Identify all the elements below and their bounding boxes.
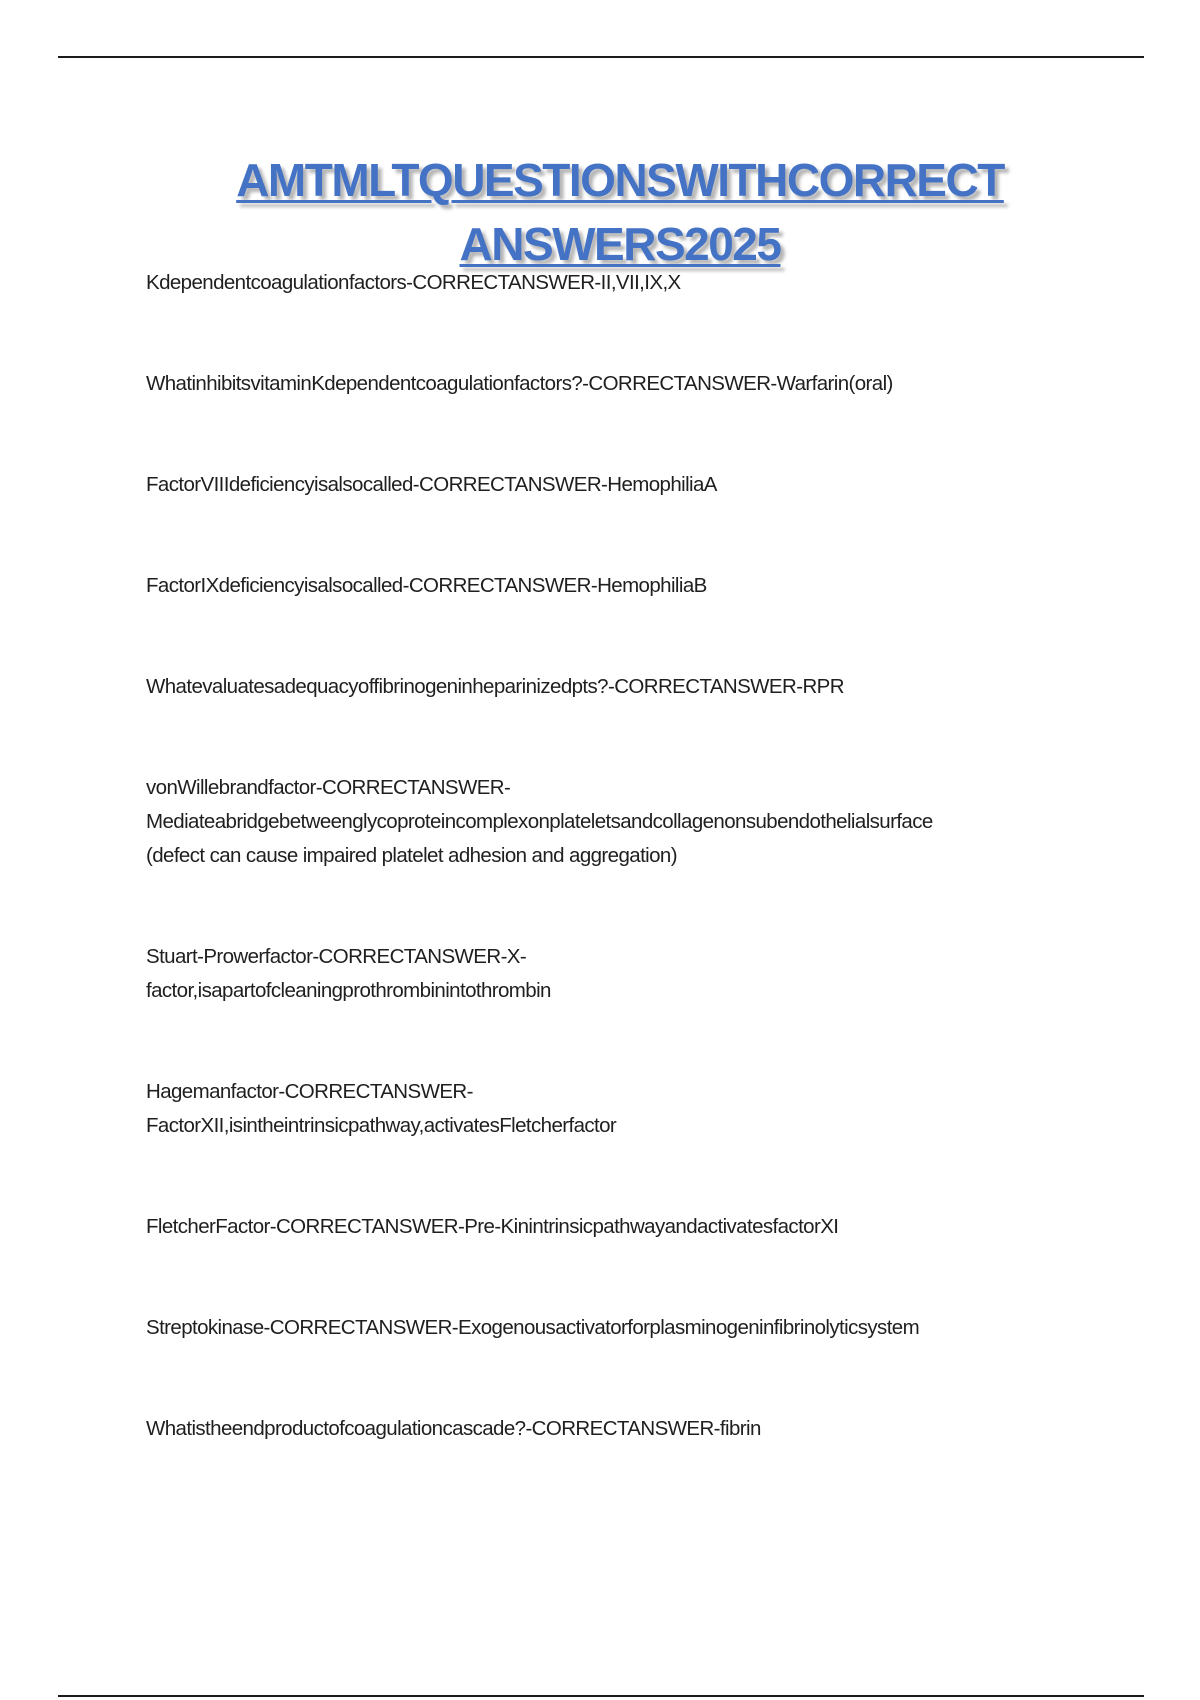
qa-line: FactorXII,isintheintrinsicpathway,activatesFletcherfactor — [146, 1114, 617, 1137]
qa-line: factor,isapartofcleaningprothrombinintothrombin — [146, 979, 551, 1002]
qa-line: Streptokinase-CORRECTANSWER-Exogenousactivatorforplasminogeninfibrinolyticsystem — [146, 1316, 920, 1339]
document-title — [100, 148, 1140, 276]
qa-entry — [146, 1075, 1106, 1143]
qa-line: Kdependentcoagulationfactors-CORRECTANSWER-II,VII,IX,X — [146, 271, 681, 294]
qa-line: WhatinhibitsvitaminKdependentcoagulationfactors?-CORRECTANSWER-Warfarin(oral) — [146, 372, 893, 395]
qa-line: FletcherFactor-CORRECTANSWER-Pre-KinintrinsicpathwayandactivatesfactorXI — [146, 1215, 839, 1238]
qa-list — [146, 266, 1106, 1446]
qa-line: Stuart-Prowerfactor-CORRECTANSWER-X- — [146, 945, 527, 968]
title-line-1: AMTMLTQUESTIONSWITHCORRECT — [236, 154, 1004, 206]
qa-entry — [146, 940, 1106, 1008]
qa-entry — [146, 1412, 1106, 1446]
qa-entry — [146, 771, 1106, 873]
bottom-rule — [58, 1695, 1144, 1697]
qa-entry — [146, 1311, 1106, 1345]
qa-line: FactorVIIIdeficiencyisalsocalled-CORRECTANSWER-HemophiliaA — [146, 473, 717, 496]
qa-line: FactorIXdeficiencyisalsocalled-CORRECTANSWER-HemophiliaB — [146, 574, 707, 597]
qa-line: Hagemanfactor-CORRECTANSWER- — [146, 1080, 473, 1103]
qa-line: vonWillebrandfactor-CORRECTANSWER- — [146, 776, 511, 799]
title-line-2: ANSWERS2025 — [459, 218, 781, 270]
qa-line: (defect can cause impaired platelet adhesion and aggregation) — [146, 844, 677, 867]
qa-line: Whatistheendproductofcoagulationcascade?-CORRECTANSWER-fibrin — [146, 1417, 761, 1440]
qa-entry — [146, 367, 1106, 401]
qa-entry — [146, 1210, 1106, 1244]
qa-entry — [146, 266, 1106, 300]
qa-entry — [146, 670, 1106, 704]
qa-line: Whatevaluatesadequacyoffibrinogeninheparinizedpts?-CORRECTANSWER-RPR — [146, 675, 844, 698]
qa-entry — [146, 468, 1106, 502]
top-rule — [58, 56, 1144, 58]
qa-line: Mediateabridgebetweenglycoproteincomplexonplateletsandcollagenonsubendothelialsurface — [146, 810, 933, 833]
qa-entry — [146, 569, 1106, 603]
